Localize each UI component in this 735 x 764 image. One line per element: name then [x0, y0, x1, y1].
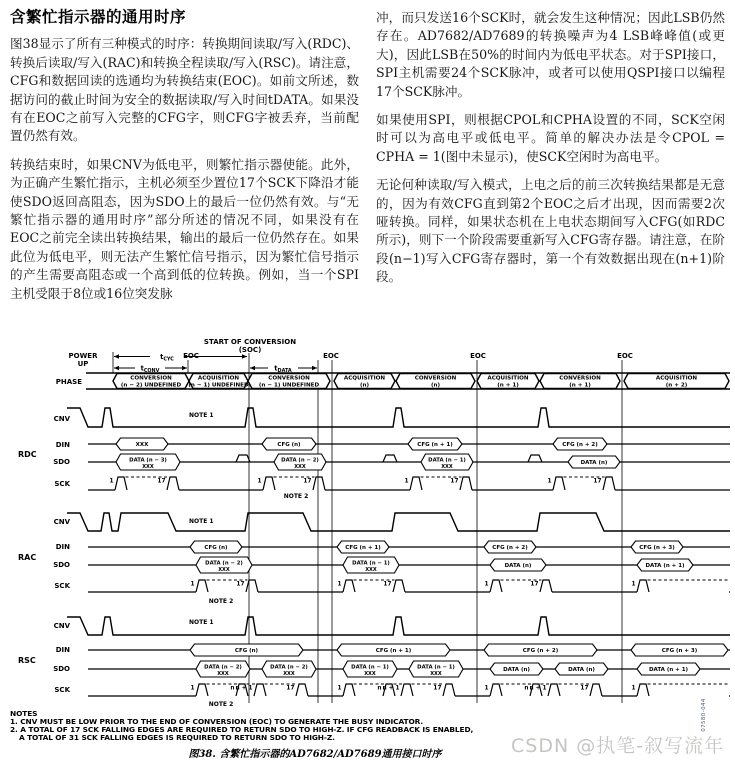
diagram-label: NOTE 2	[208, 701, 234, 708]
diagram-label: UP	[77, 360, 89, 368]
diagram-label: EOC	[183, 352, 199, 360]
diagram-label: 17	[530, 581, 539, 588]
diagram-label: 17	[450, 478, 459, 485]
diagram-label: CFG (n + 2)	[522, 648, 559, 654]
diagram-label: n	[377, 685, 382, 692]
diagram-label: ACQUISITION	[197, 375, 240, 382]
diagram-label: EOC	[617, 352, 633, 360]
diagram-label: ACQUISITION	[655, 375, 698, 382]
watermark: CSDN @执笔-叙写流年	[511, 735, 725, 757]
diagram-label: XXX	[441, 464, 453, 470]
waveform	[410, 477, 422, 490]
diagram-label: RAC	[18, 553, 37, 562]
diagram-label: DATA (n − 2)	[204, 664, 242, 671]
waveform	[548, 684, 560, 696]
right-column	[376, 6, 725, 313]
diagram-label: (n − 2) UNDEFINED	[120, 382, 182, 389]
note-line: 2. A TOTAL OF 17 SCK FALLING EDGES ARE REQUIRED TO RETURN SDO TO HIGH-Z. IF CFG READBACK IS ENABLED,	[10, 725, 474, 734]
diagram-label: CNV	[53, 622, 70, 630]
diagram-label: 1	[631, 581, 636, 588]
diagram-label: 17	[433, 685, 442, 692]
waveform	[393, 580, 405, 592]
waveform	[246, 580, 258, 592]
diagram-label: SDO	[53, 561, 70, 569]
diagram-label: (SOC)	[238, 346, 262, 354]
diagram-label: n + 1	[235, 685, 253, 692]
diagram-label: 1	[484, 685, 489, 692]
waveform	[540, 580, 552, 592]
diagram-label: 1	[257, 478, 262, 485]
waveform	[313, 477, 325, 490]
diagram-label: SDO	[53, 665, 70, 673]
waveform	[401, 684, 413, 696]
diagram-label: DATA (n)	[580, 460, 608, 466]
diagram-label: 17	[286, 685, 295, 692]
figure-number: 07580-044	[701, 698, 707, 732]
diagram-label: XXX	[294, 464, 306, 470]
diagram-label: 1	[547, 478, 552, 485]
diagram-label: DATA (n)	[503, 667, 530, 673]
diagram-label: SCK	[54, 686, 70, 694]
arrowhead	[114, 366, 119, 370]
diagram-label: $t_{CONV}$	[140, 364, 160, 375]
diagram-label: 17	[593, 478, 602, 485]
diagram-label: SCK	[54, 480, 70, 488]
diagram-label: CFG (n + 1)	[375, 648, 412, 654]
diagram-label: DATA (n − 1)	[417, 664, 455, 671]
waveform	[167, 477, 179, 490]
diagram-label: XXX	[217, 671, 229, 677]
diagram-label: DIN	[55, 543, 70, 551]
diagram-label: 17	[383, 581, 392, 588]
waveform	[460, 477, 472, 490]
diagram-label: 1	[109, 478, 114, 485]
diagram-label: n	[230, 685, 235, 692]
diagram-label: XXX	[135, 442, 149, 448]
arrowhead	[250, 366, 255, 370]
diagram-label: CONVERSION	[268, 375, 310, 382]
diagram-label: NOTE 1	[189, 619, 214, 626]
diagram-label: (n)	[430, 382, 441, 389]
waveform	[236, 455, 250, 462]
waveform	[67, 513, 730, 531]
figure-caption: 图38. 含繁忙指示器的AD7682/AD7689通用接口时序	[188, 749, 442, 760]
arrowhead	[182, 366, 187, 370]
diagram-label: DATA (n − 2)	[281, 457, 319, 464]
diagram-label: RDC	[18, 450, 37, 459]
diagram-label: DATA (n − 1)	[351, 664, 389, 671]
diagram-label: (n − 1) UNDEFINED	[188, 382, 249, 389]
diagram-label: EOC	[323, 352, 339, 360]
diagram-label: DATA (n − 2)	[205, 560, 243, 567]
diagram-label: ACQUISITION	[343, 375, 386, 382]
diagram-label: DATA (n − 1)	[352, 560, 390, 567]
diagram-label: NOTE 1	[189, 518, 214, 525]
diagram-label: POWER	[68, 352, 98, 360]
diagram-label: 17	[236, 581, 245, 588]
diagram-label: NOTE 2	[283, 493, 309, 500]
diagram-label: CNV	[53, 415, 70, 423]
diagram-label: 1	[190, 581, 195, 588]
diagram-label: (n + 2)	[665, 382, 688, 389]
diagram-label: DIN	[55, 646, 70, 654]
diagram-label: CFG (n + 2)	[562, 442, 598, 448]
waveform	[528, 455, 542, 462]
diagram-label: CFG (n + 3)	[639, 545, 675, 551]
waveform	[343, 684, 355, 696]
diagram-label: XXX	[430, 671, 442, 677]
diagram-label: (n − 1) UNDEFINED	[258, 382, 320, 389]
diagram-label: 17	[303, 478, 312, 485]
diagram-label: DATA (n − 3)	[129, 457, 167, 464]
paragraph: 无论何种读取/写入模式，上电之后的前三次转换结果都是无意的，因为有效CFG直到第2个EOC之后才出现，因而需要2次哑转换。同样，如果状态机在上电状态期间写入CFG(如RDC所示)，则下一个阶段需要重新写入CFG寄存器。请注意，在阶段(n−1)写入CFG寄存器时，第一个有效数据出现在(n+1)阶段。	[376, 177, 725, 285]
waveform	[443, 684, 455, 696]
waveform	[254, 684, 266, 696]
arrowhead	[242, 354, 247, 358]
diagram-label: 1	[404, 478, 409, 485]
waveform	[343, 580, 355, 592]
diagram-label: SCK	[54, 582, 70, 590]
waveform	[637, 580, 649, 592]
arrowhead	[114, 354, 119, 358]
diagram-label: CFG (n)	[204, 545, 228, 551]
diagram-label: 17	[580, 685, 589, 692]
diagram-label: XXX	[142, 464, 154, 470]
waveform	[637, 684, 649, 696]
waveform	[490, 684, 502, 696]
diagram-label: n + 1	[382, 685, 400, 692]
waveform	[67, 408, 730, 427]
paragraph: 如果使用SPI，则根据CPOL和CPHA设置的不同，SCK空闲时可以为高电平或低电平。简单的解决办法是令CPOL = CPHA = 1(图中未显示)，使SCK空闲时为高电平。	[376, 112, 725, 164]
paragraph: 图38显示了所有三种模式的时序：转换期间读取/写入(RDC)、转换后读取/写入(RAC)和转换全程读取/写入(RSC)。请注意，CFG和数据回读的选通均为转换结束(EOC)。如前文所述，数据访问的截止时间为安全的数据读取/写入时间tDATA。如果没有在EOC之前写入完整的CFG字，则CFG字被丢弃，当前配置仍然有效。	[10, 36, 359, 144]
diagram-label: XXX	[365, 567, 377, 573]
diagram-label: 17	[157, 478, 166, 485]
body-text	[10, 6, 725, 313]
diagram-label: 1	[190, 685, 195, 692]
diagram-label: XXX	[218, 567, 230, 573]
diagram-label: CONVERSION	[130, 375, 172, 382]
diagram-label: CFG (n)	[277, 442, 301, 448]
waveform	[196, 684, 208, 696]
arrowhead	[312, 366, 317, 370]
diagram-label: CNV	[53, 518, 70, 526]
diagram-label: $t_{CYC}$	[160, 353, 174, 363]
waveform	[590, 684, 602, 696]
diagram-label: CFG (n + 1)	[345, 545, 381, 551]
diagram-label: DATA (n + 1)	[645, 563, 685, 569]
diagram-label: 1	[337, 685, 342, 692]
diagram-label: START OF CONVERSION	[203, 338, 297, 346]
diagram-label: XXX	[283, 671, 295, 677]
diagram-label: ACQUISITION	[487, 375, 529, 382]
waveform	[263, 477, 275, 490]
diagram-label: 1	[484, 581, 489, 588]
notes-title: NOTES	[10, 709, 38, 718]
diagram-label: CONVERSION	[414, 375, 457, 382]
note-line: 1. CNV MUST BE LOW PRIOR TO THE END OF CONVERSION (EOC) TO GENERATE THE BUSY INDICATOR.	[10, 717, 424, 726]
diagram-label: CFG (n + 1)	[417, 442, 453, 448]
diagram-label: CFG (n)	[234, 648, 259, 654]
left-column	[10, 6, 359, 313]
paragraph: 转换结束时，如果CNV为低电平，则繁忙指示器使能。此外，为正确产生繁忙指示，主机必须至少置位17个SCK下降沿才能使SDO返回高阻态，因为SDO上的最后一位仍然有效。与“无繁忙指示器的通用时序”部分所述的情况不同，如果没有在EOC之前完全读出转换结果，输出的最后一位仍然存在。如果此位为低电平，则无法产生繁忙信号指示，因为繁忙信号指示的产生需要高阻态或一个高到低的位转换。例如，当一个SPI主机受限于8位或16位突发脉	[10, 156, 359, 301]
diagram-label: n + 1	[529, 685, 547, 692]
waveform	[115, 477, 127, 490]
waveform	[553, 477, 565, 490]
paragraph: 冲，而只发送16个SCK时，就会发生这种情况；因此LSB仍然存在。AD7682/AD7689的转换噪声为4 LSB峰峰值(或更大)，因此LSB在50%的时间内为低电平状态。对于SPI接口，SPI主机需要24个SCK脉冲，或者可以使用QSPI接口以编程17个SCK脉冲。	[376, 10, 725, 99]
diagram-label: RSC	[18, 656, 36, 665]
diagram-label: SDO	[53, 458, 70, 466]
timing-figure	[0, 337, 735, 710]
waveform	[196, 580, 208, 592]
diagram-label: 1	[337, 581, 342, 588]
diagram-label: DATA (n − 1)	[428, 457, 466, 464]
diagram-label: (n)	[359, 382, 370, 389]
diagram-label: 1	[631, 685, 636, 692]
waveform	[67, 617, 730, 635]
diagram-label: DATA (n + 1)	[648, 667, 689, 673]
diagram-label: DIN	[55, 441, 70, 449]
diagram-label: $t_{DATA}$	[274, 364, 292, 375]
diagram-label: n	[524, 685, 529, 692]
diagram-label: EOC	[470, 352, 486, 360]
diagram-label: (n + 1)	[497, 382, 519, 389]
waveform	[296, 684, 308, 696]
waveform	[383, 455, 397, 462]
diagram-label: PHASE	[55, 378, 82, 386]
waveform	[603, 477, 615, 490]
timing-diagram-svg	[0, 337, 735, 710]
diagram-label: (n + 1)	[569, 382, 591, 389]
diagram-label: NOTE 1	[189, 412, 214, 419]
waveform	[490, 580, 502, 592]
diagram-label: CONVERSION	[559, 375, 601, 382]
diagram-label: CFG (n + 3)	[661, 648, 698, 654]
diagram-label: CFG (n + 2)	[492, 545, 528, 551]
diagram-label: DATA (n − 2)	[270, 664, 308, 671]
diagram-label: NOTE 2	[208, 598, 234, 605]
note-line: A TOTAL OF 31 SCK FALLING EDGES IS REQUIRED TO RETURN SDO TO HIGH-Z.	[19, 733, 335, 742]
diagram-label: DATA (n)	[504, 563, 532, 569]
diagram-label: XXX	[364, 671, 376, 677]
page-title: 含繁忙指示器的通用时序	[10, 8, 187, 26]
diagram-label: DATA (n)	[568, 667, 595, 673]
